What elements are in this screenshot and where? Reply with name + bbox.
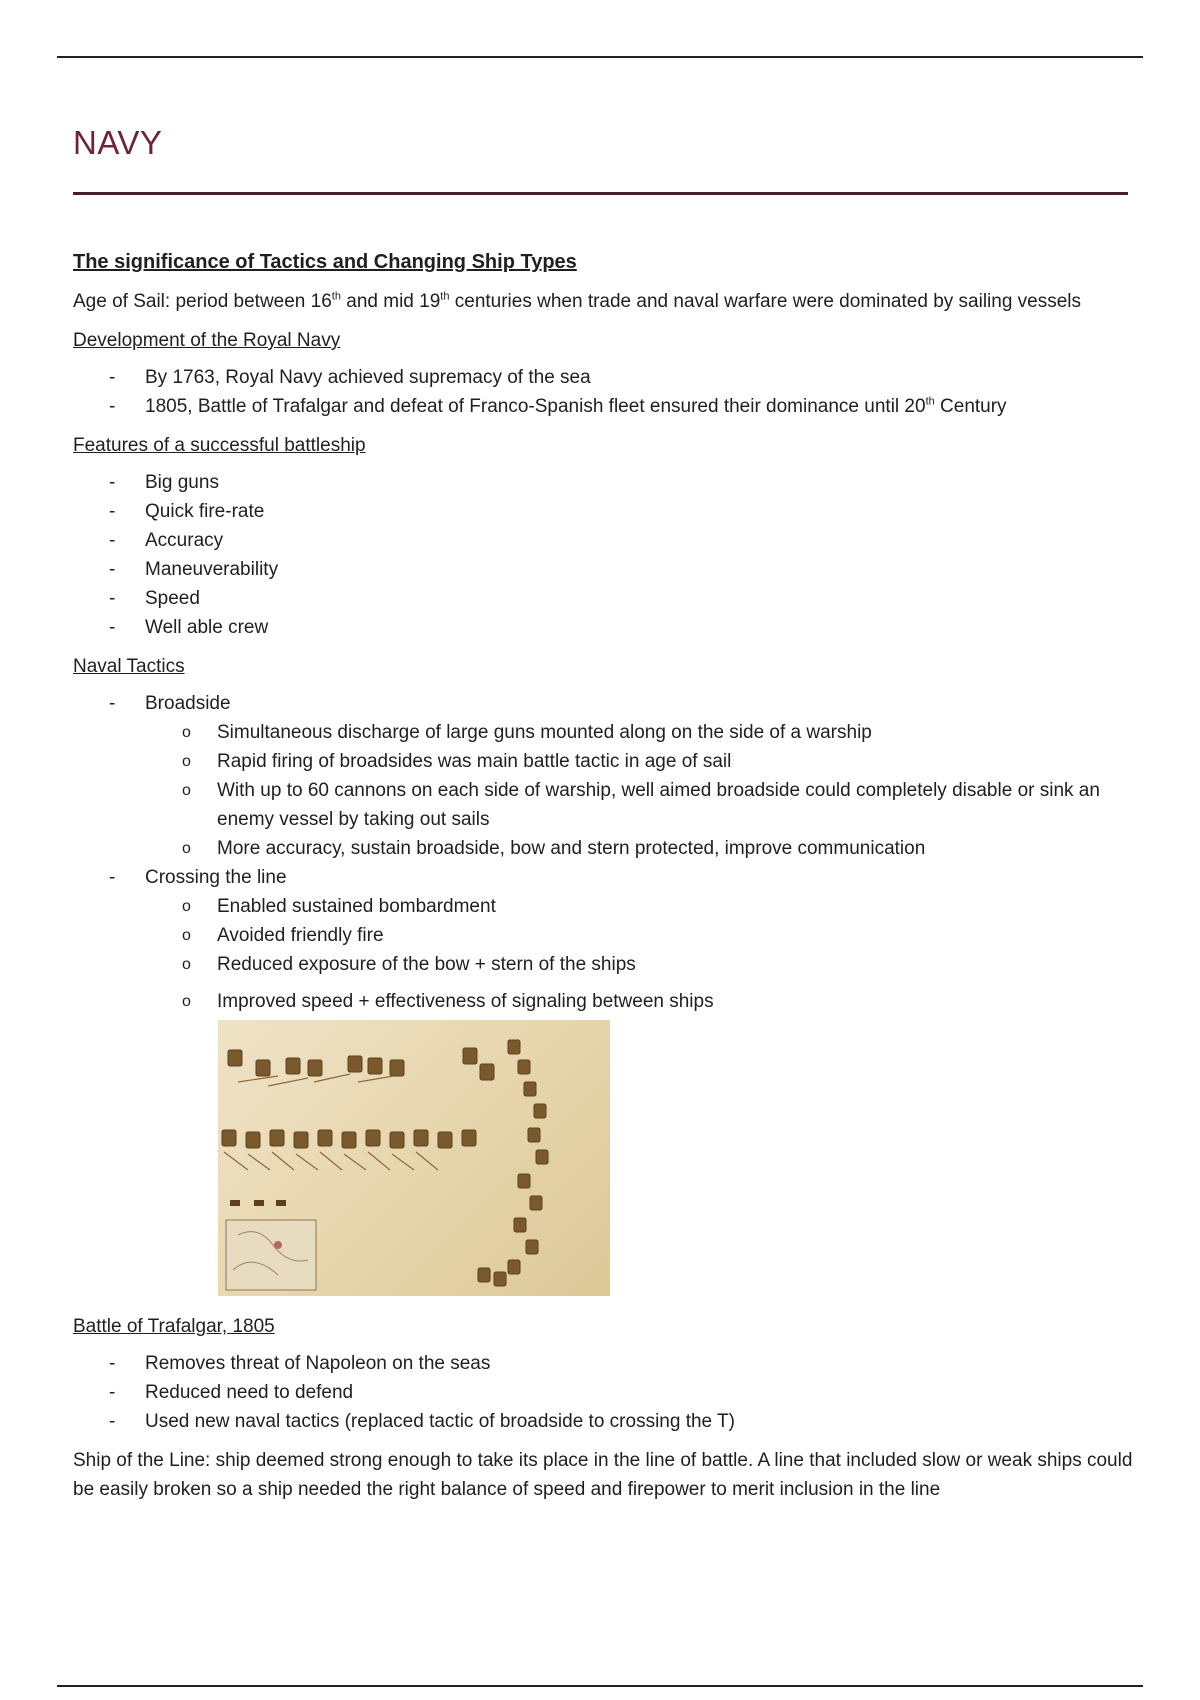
list-item: o Simultaneous discharge of large guns mounted along on the side of a warship xyxy=(145,718,1133,747)
ship-icon xyxy=(228,1048,494,1080)
trafalgar-battle-map xyxy=(218,1020,610,1296)
top-rule xyxy=(57,56,1143,58)
text: Century xyxy=(934,396,1007,417)
ship-of-the-line-paragraph: Ship of the Line: ship deemed strong enough to take its place in the line of battle. A line that included slow or weak ships could be easily broken so a ship needed the right balance of speed and firepower to merit inclusion in the line xyxy=(73,1450,1133,1500)
list-item: - Well able crew xyxy=(73,613,1133,642)
development-list xyxy=(73,363,1133,421)
list-item: o Enabled sustained bombardment xyxy=(145,892,1133,921)
list-item xyxy=(73,392,1133,421)
crossing-points xyxy=(145,892,1133,1016)
list-item: - Removes threat of Napoleon on the seas xyxy=(73,1349,1133,1378)
list-item: - Used new naval tactics (replaced tactic of broadside to crossing the T) xyxy=(73,1407,1133,1436)
list-item: o More accuracy, sustain broadside, bow and stern protected, improve communication xyxy=(145,834,1133,863)
list-item: - Maneuverability xyxy=(73,555,1133,584)
list-item: - Big guns xyxy=(73,468,1133,497)
ship-icon xyxy=(222,1130,476,1148)
list-item: o Reduced exposure of the bow + stern of the ships xyxy=(145,950,1133,979)
tactics-heading: Naval Tactics xyxy=(73,656,185,677)
list-item-label: Broadside xyxy=(145,693,231,714)
text: 1805, Battle of Trafalgar and defeat of Franco-Spanish fleet ensured their dominance until 20 xyxy=(145,396,926,417)
text: centuries when trade and naval warfare were dominated by sailing vessels xyxy=(449,291,1082,312)
features-list xyxy=(73,468,1133,642)
list-item: - Accuracy xyxy=(73,526,1133,555)
list-item: - Quick fire-rate xyxy=(73,497,1133,526)
trafalgar-list xyxy=(73,1349,1133,1436)
list-item: o Avoided friendly fire xyxy=(145,921,1133,950)
bottom-rule xyxy=(57,1685,1143,1687)
list-item: - Speed xyxy=(73,584,1133,613)
broadside-points xyxy=(145,718,1133,863)
page-title: NAVY xyxy=(73,124,163,161)
text: and mid 19 xyxy=(340,291,441,312)
text: Age of Sail: period between 16 xyxy=(73,291,332,312)
list-item-broadside xyxy=(73,689,1133,863)
list-item: - Reduced need to defend xyxy=(73,1378,1133,1407)
list-item: o With up to 60 cannons on each side of warship, well aimed broadside could completely disable or sink an enemy vessel by taking out sails xyxy=(145,776,1133,834)
list-item-label: Crossing the line xyxy=(145,867,287,888)
section-heading: The significance of Tactics and Changing Ship Types xyxy=(73,251,577,273)
document-body xyxy=(73,248,1133,1514)
fleet-diagram xyxy=(218,1020,610,1296)
tactics-list xyxy=(73,689,1133,1016)
superscript: th xyxy=(925,395,935,408)
age-of-sail-paragraph xyxy=(73,287,1133,316)
superscript: th xyxy=(440,290,450,303)
list-item: - By 1763, Royal Navy achieved supremacy of the sea xyxy=(73,363,1133,392)
development-heading: Development of the Royal Navy xyxy=(73,330,341,351)
trafalgar-heading: Battle of Trafalgar, 1805 xyxy=(73,1316,275,1337)
list-item: o Rapid firing of broadsides was main battle tactic in age of sail xyxy=(145,747,1133,776)
list-item-crossing xyxy=(73,863,1133,1016)
title-rule xyxy=(73,192,1128,195)
superscript: th xyxy=(331,290,341,303)
inset-map xyxy=(226,1220,316,1290)
features-heading: Features of a successful battleship xyxy=(73,435,366,456)
list-item: o Improved speed + effectiveness of signaling between ships xyxy=(145,987,1133,1016)
